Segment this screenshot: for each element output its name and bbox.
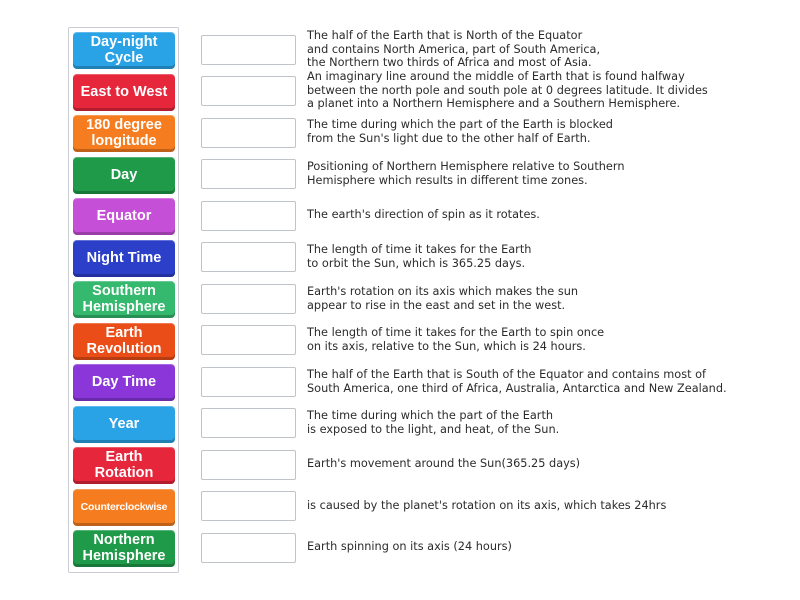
definition-text-7: Earth's rotation on its axis which makes the sun appear to rise in the east and set in the west. xyxy=(307,285,579,312)
term-tile-earth-rotation[interactable]: Earth Rotation xyxy=(73,447,175,484)
definition-text-10: The time during which the part of the Earth is exposed to the light, and heat, of the Sun. xyxy=(307,409,560,436)
definition-text-9: The half of the Earth that is South of the Equator and contains most of South America, one third of Africa, Australia, Antarctica and New Zealand. xyxy=(307,368,727,395)
answer-drop-slot-2[interactable] xyxy=(201,76,296,106)
term-tile-counterclockwise[interactable]: Counterclockwise xyxy=(73,489,175,526)
term-tile-southern-hemisphere[interactable]: Southern Hemisphere xyxy=(73,281,175,318)
answer-drop-slot-13[interactable] xyxy=(201,533,296,563)
term-tile-equator[interactable]: Equator xyxy=(73,198,175,235)
answer-drop-slot-1[interactable] xyxy=(201,35,296,65)
definition-text-3: The time during which the part of the Earth is blocked from the Sun's light due to the other half of Earth. xyxy=(307,118,613,145)
answer-drop-slot-10[interactable] xyxy=(201,408,296,438)
term-tile-day-time[interactable]: Day Time xyxy=(73,364,175,401)
answer-drop-slot-3[interactable] xyxy=(201,118,296,148)
definition-text-12: is caused by the planet's rotation on its axis, which takes 24hrs xyxy=(307,499,667,512)
term-tile-day[interactable]: Day xyxy=(73,157,175,194)
definition-text-6: The length of time it takes for the Earth to orbit the Sun, which is 365.25 days. xyxy=(307,243,532,270)
definition-text-13: Earth spinning on its axis (24 hours) xyxy=(307,540,512,553)
definition-text-1: The half of the Earth that is North of the Equator and contains North America, part of South America, the Northern two thirds of Africa and most of Asia. xyxy=(307,29,601,69)
term-tile-northern-hemisphere[interactable]: Northern Hemisphere xyxy=(73,530,175,567)
term-tile-night-time[interactable]: Night Time xyxy=(73,240,175,277)
definition-text-2: An imaginary line around the middle of Earth that is found halfway between the north pole and south pole at 0 degrees latitude. It divides a planet into a Northern Hemisphere and a Southern Hemisphere. xyxy=(307,70,708,110)
answer-drop-slot-8[interactable] xyxy=(201,325,296,355)
definition-text-11: Earth's movement around the Sun(365.25 days) xyxy=(307,457,581,470)
answer-drop-slot-9[interactable] xyxy=(201,367,296,397)
definition-text-4: Positioning of Northern Hemisphere relative to Southern Hemisphere which results in different time zones. xyxy=(307,160,625,187)
definition-text-5: The earth's direction of spin as it rotates. xyxy=(307,208,540,221)
term-tile-earth-revolution[interactable]: Earth Revolution xyxy=(73,323,175,360)
term-tile-day-night-cycle[interactable]: Day-night Cycle xyxy=(73,32,175,69)
answer-drop-slot-12[interactable] xyxy=(201,491,296,521)
term-tile-year[interactable]: Year xyxy=(73,406,175,443)
answer-drop-slot-5[interactable] xyxy=(201,201,296,231)
answer-drop-slot-7[interactable] xyxy=(201,284,296,314)
answer-drop-slot-6[interactable] xyxy=(201,242,296,272)
term-tile-east-to-west[interactable]: East to West xyxy=(73,74,175,111)
definition-text-8: The length of time it takes for the Earth to spin once on its axis, relative to the Sun, which is 24 hours. xyxy=(307,326,605,353)
term-tile-180-degree-longitude[interactable]: 180 degree longitude xyxy=(73,115,175,152)
answer-drop-slot-11[interactable] xyxy=(201,450,296,480)
answer-drop-slot-4[interactable] xyxy=(201,159,296,189)
